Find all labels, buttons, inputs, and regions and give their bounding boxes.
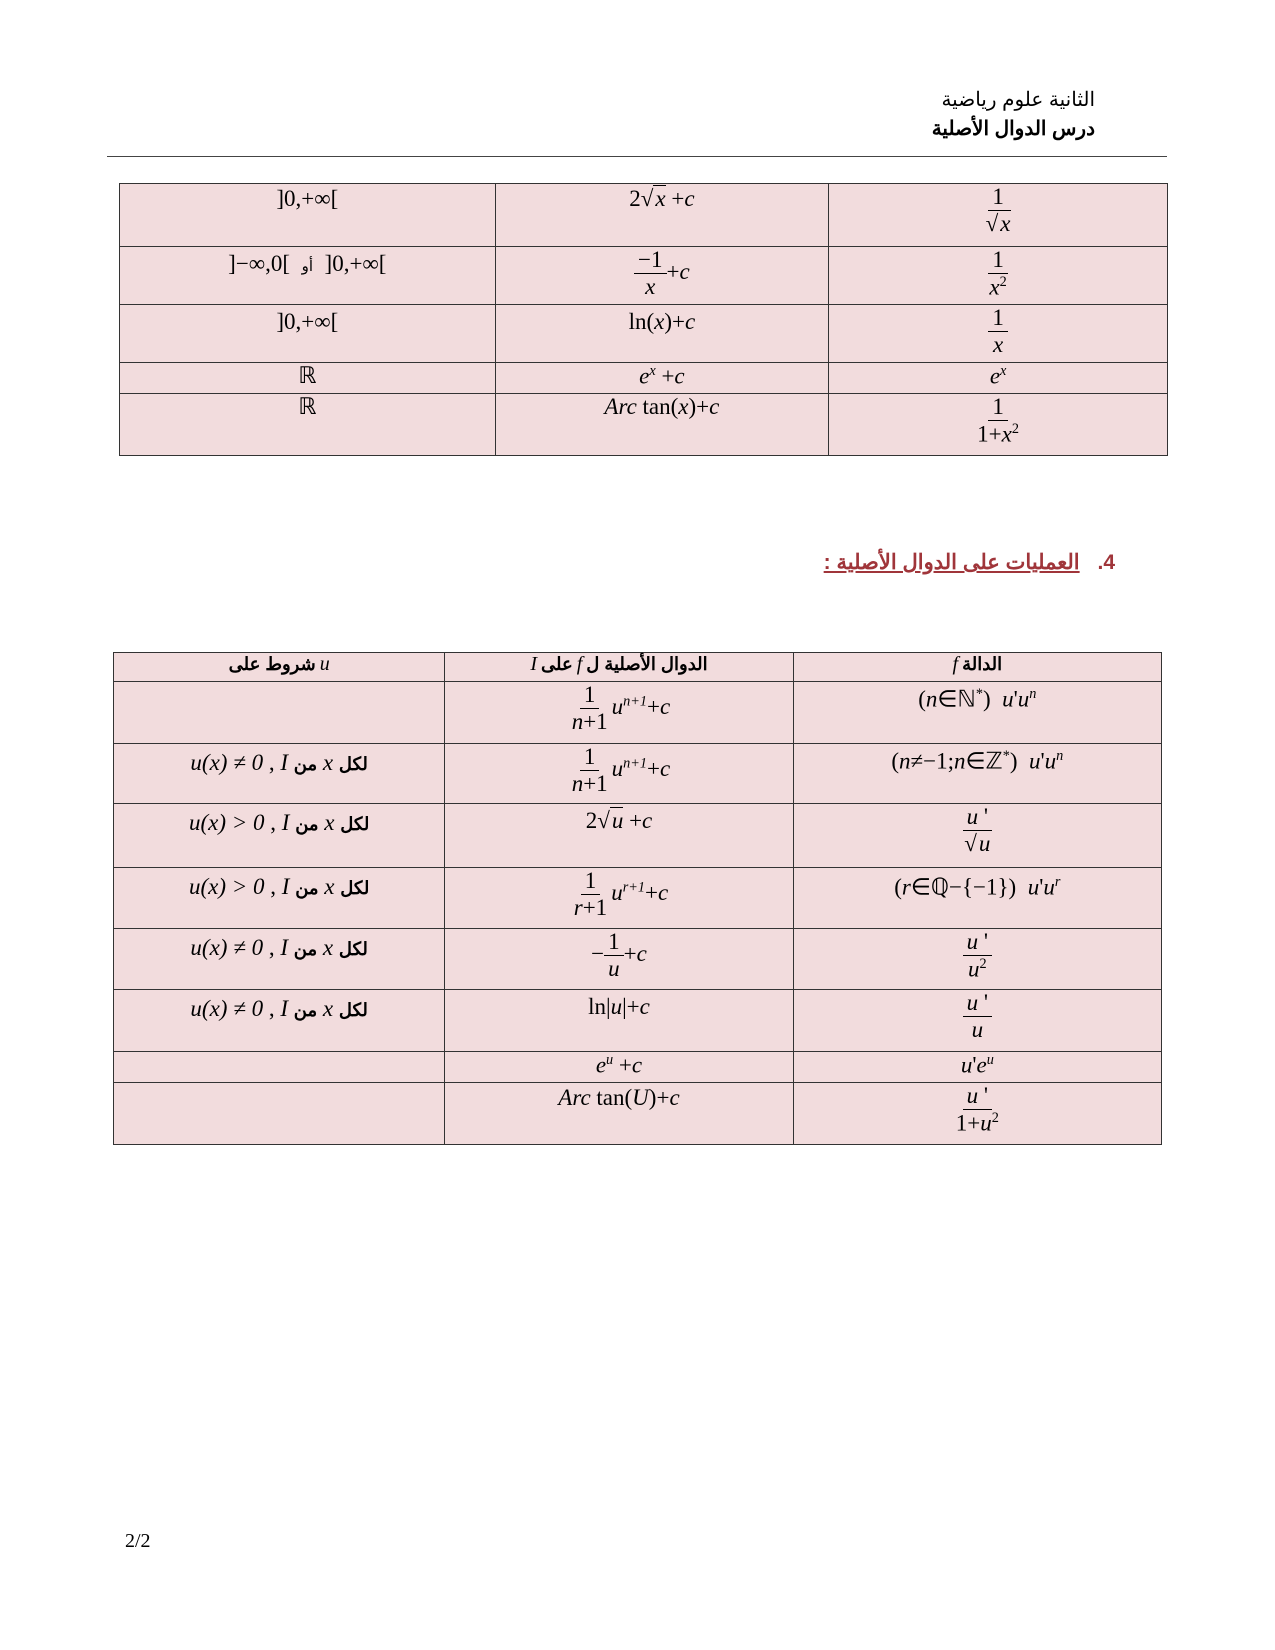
page-header: [932, 86, 1095, 144]
table-row: [120, 305, 1168, 363]
interval-cell: [120, 363, 496, 394]
interval-cell: [120, 305, 496, 363]
primitive-cell: ln|u|+c: [445, 990, 793, 1052]
function-cell: $u'e^u$: [793, 1052, 1161, 1083]
cond-set: I: [281, 810, 290, 835]
condition-expr: u(x) > 0: [188, 810, 265, 835]
primitive-cell: $\frac{1}{n+1}$ $u^{n+1}+c$: [445, 682, 793, 744]
condition-expr: u(x) ≠ 0: [190, 935, 264, 960]
function-header-label: الدالة: [962, 654, 1003, 674]
function-header: [793, 653, 1161, 682]
cond-var: x: [322, 996, 334, 1021]
cond-set: I: [280, 750, 288, 775]
conditions-header-label: شروط على: [228, 654, 316, 674]
table-row: [114, 868, 1162, 929]
primitives-header-on: على: [540, 654, 573, 674]
function-cell: (r∈ℚ−{−1}) $u'u^r$: [793, 868, 1161, 929]
section-title: العمليات على الدوال الأصلية :: [823, 551, 1080, 574]
interval: ℝ: [298, 363, 317, 388]
table-row: [114, 929, 1162, 990]
condition-expr: u(x) ≠ 0: [190, 750, 264, 775]
cond-from: من: [293, 1000, 318, 1020]
cond-set: I: [280, 935, 288, 960]
condition-cell: u(x) > 0 , I من x لكل: [114, 804, 445, 868]
interval-pos: ]0,+∞[: [324, 251, 387, 276]
cond-for-all: لكل: [338, 939, 368, 959]
interval: ]0,+∞[: [276, 309, 339, 334]
primitives-table: [119, 183, 1168, 456]
table-row: [114, 744, 1162, 804]
section-heading: [824, 550, 1115, 575]
condition-expr: u(x) > 0: [188, 874, 265, 899]
cond-from: من: [293, 754, 318, 774]
table-row: [120, 247, 1168, 305]
interval-neg: ]−∞,0[: [228, 251, 291, 276]
primitive-cell: $\frac{-1}{x}$ +c: [495, 247, 829, 305]
function-cell: $\frac{u '}{√u}$: [793, 804, 1161, 868]
table-row: [120, 394, 1168, 456]
interval: ℝ: [298, 394, 317, 419]
conditions-header: [114, 653, 445, 682]
function-cell: (n≠−1;n∈ℤ*) $u'u^n$: [793, 744, 1161, 804]
cond-var: x: [322, 750, 334, 775]
table-row: [120, 184, 1168, 247]
function-cell: $\frac{1}{x^2}$: [829, 247, 1168, 305]
condition-cell: [114, 1052, 445, 1083]
condition-cell: u(x) ≠ 0 , I من x لكل: [114, 929, 445, 990]
primitives-header: [445, 653, 793, 682]
primitives-header-set: I: [530, 653, 537, 675]
cond-from: من: [295, 814, 319, 834]
table-row: [120, 363, 1168, 394]
condition-cell: [114, 1083, 445, 1145]
condition-cell: [114, 682, 445, 744]
condition-expr: u(x) ≠ 0: [190, 996, 264, 1021]
function-cell: $\frac{u '}{u^2}$: [793, 929, 1161, 990]
primitive-cell: Arc tan(x)+c: [495, 394, 829, 456]
primitive-cell: 2√x +c: [495, 184, 829, 247]
primitive-cell: $e^x +c$: [495, 363, 829, 394]
function-cell: $\frac{1}{√x}$: [829, 184, 1168, 247]
interval: ]0,+∞[: [276, 186, 339, 211]
interval-cell: [120, 184, 496, 247]
function-cell: $\frac{1}{1+x^2}$: [829, 394, 1168, 456]
cond-var: x: [322, 935, 334, 960]
cond-var: x: [324, 810, 335, 835]
header-row: [114, 653, 1162, 682]
primitive-cell: 2√u +c: [445, 804, 793, 868]
primitives-header-var: f: [576, 653, 583, 675]
cond-for-all: لكل: [340, 878, 370, 898]
table-row: [114, 804, 1162, 868]
page-number: 2/2: [125, 1530, 151, 1552]
condition-cell: u(x) ≠ 0 , I من x لكل: [114, 990, 445, 1052]
function-cell: $\frac{u '}{1+u^2}$: [793, 1083, 1161, 1145]
condition-cell: u(x) > 0 , I من x لكل: [114, 868, 445, 929]
lesson-title: درس الدوال الأصلية: [931, 118, 1095, 140]
function-cell: (n∈ℕ*) $u'u^n$: [793, 682, 1161, 744]
cond-for-all: لكل: [338, 754, 368, 774]
table-row: [114, 1083, 1162, 1145]
header-divider: [107, 156, 1167, 157]
function-header-var: f: [952, 653, 959, 675]
or-word: أو: [301, 258, 314, 275]
table-row: [114, 1052, 1162, 1083]
primitive-cell: $\frac{1}{n+1}$ $u^{n+1}+c$: [445, 744, 793, 804]
primitive-cell: $e^u +c$: [445, 1052, 793, 1083]
cond-set: I: [280, 996, 288, 1021]
cond-from: من: [293, 939, 318, 959]
function-cell: $e^x$: [829, 363, 1168, 394]
conditions-header-var: u: [319, 653, 330, 675]
function-cell: $\frac{1}{x}$: [829, 305, 1168, 363]
primitive-cell: $\frac{1}{r+1}$ $u^{r+1}+c$: [445, 868, 793, 929]
table-row: [114, 990, 1162, 1052]
table-row: [114, 682, 1162, 744]
primitives-header-label: الدوال الأصلية ل: [586, 654, 708, 674]
condition-cell: u(x) ≠ 0 , I من x لكل: [114, 744, 445, 804]
primitive-cell: Arc tan(U)+c: [445, 1083, 793, 1145]
section-number: 4.: [1097, 551, 1115, 574]
class-level: الثانية علوم رياضية: [941, 89, 1095, 111]
interval-cell: [120, 394, 496, 456]
primitive-cell: ln(x)+c: [495, 305, 829, 363]
interval-cell: [120, 247, 496, 305]
cond-set: I: [281, 874, 290, 899]
operations-table: [113, 652, 1162, 1145]
cond-from: من: [295, 878, 319, 898]
cond-for-all: لكل: [340, 814, 370, 834]
cond-var: x: [324, 874, 335, 899]
primitive-cell: − $\frac{1}{u}$ +c: [445, 929, 793, 990]
cond-for-all: لكل: [338, 1000, 368, 1020]
function-cell: $\frac{u '}{u}$: [793, 990, 1161, 1052]
